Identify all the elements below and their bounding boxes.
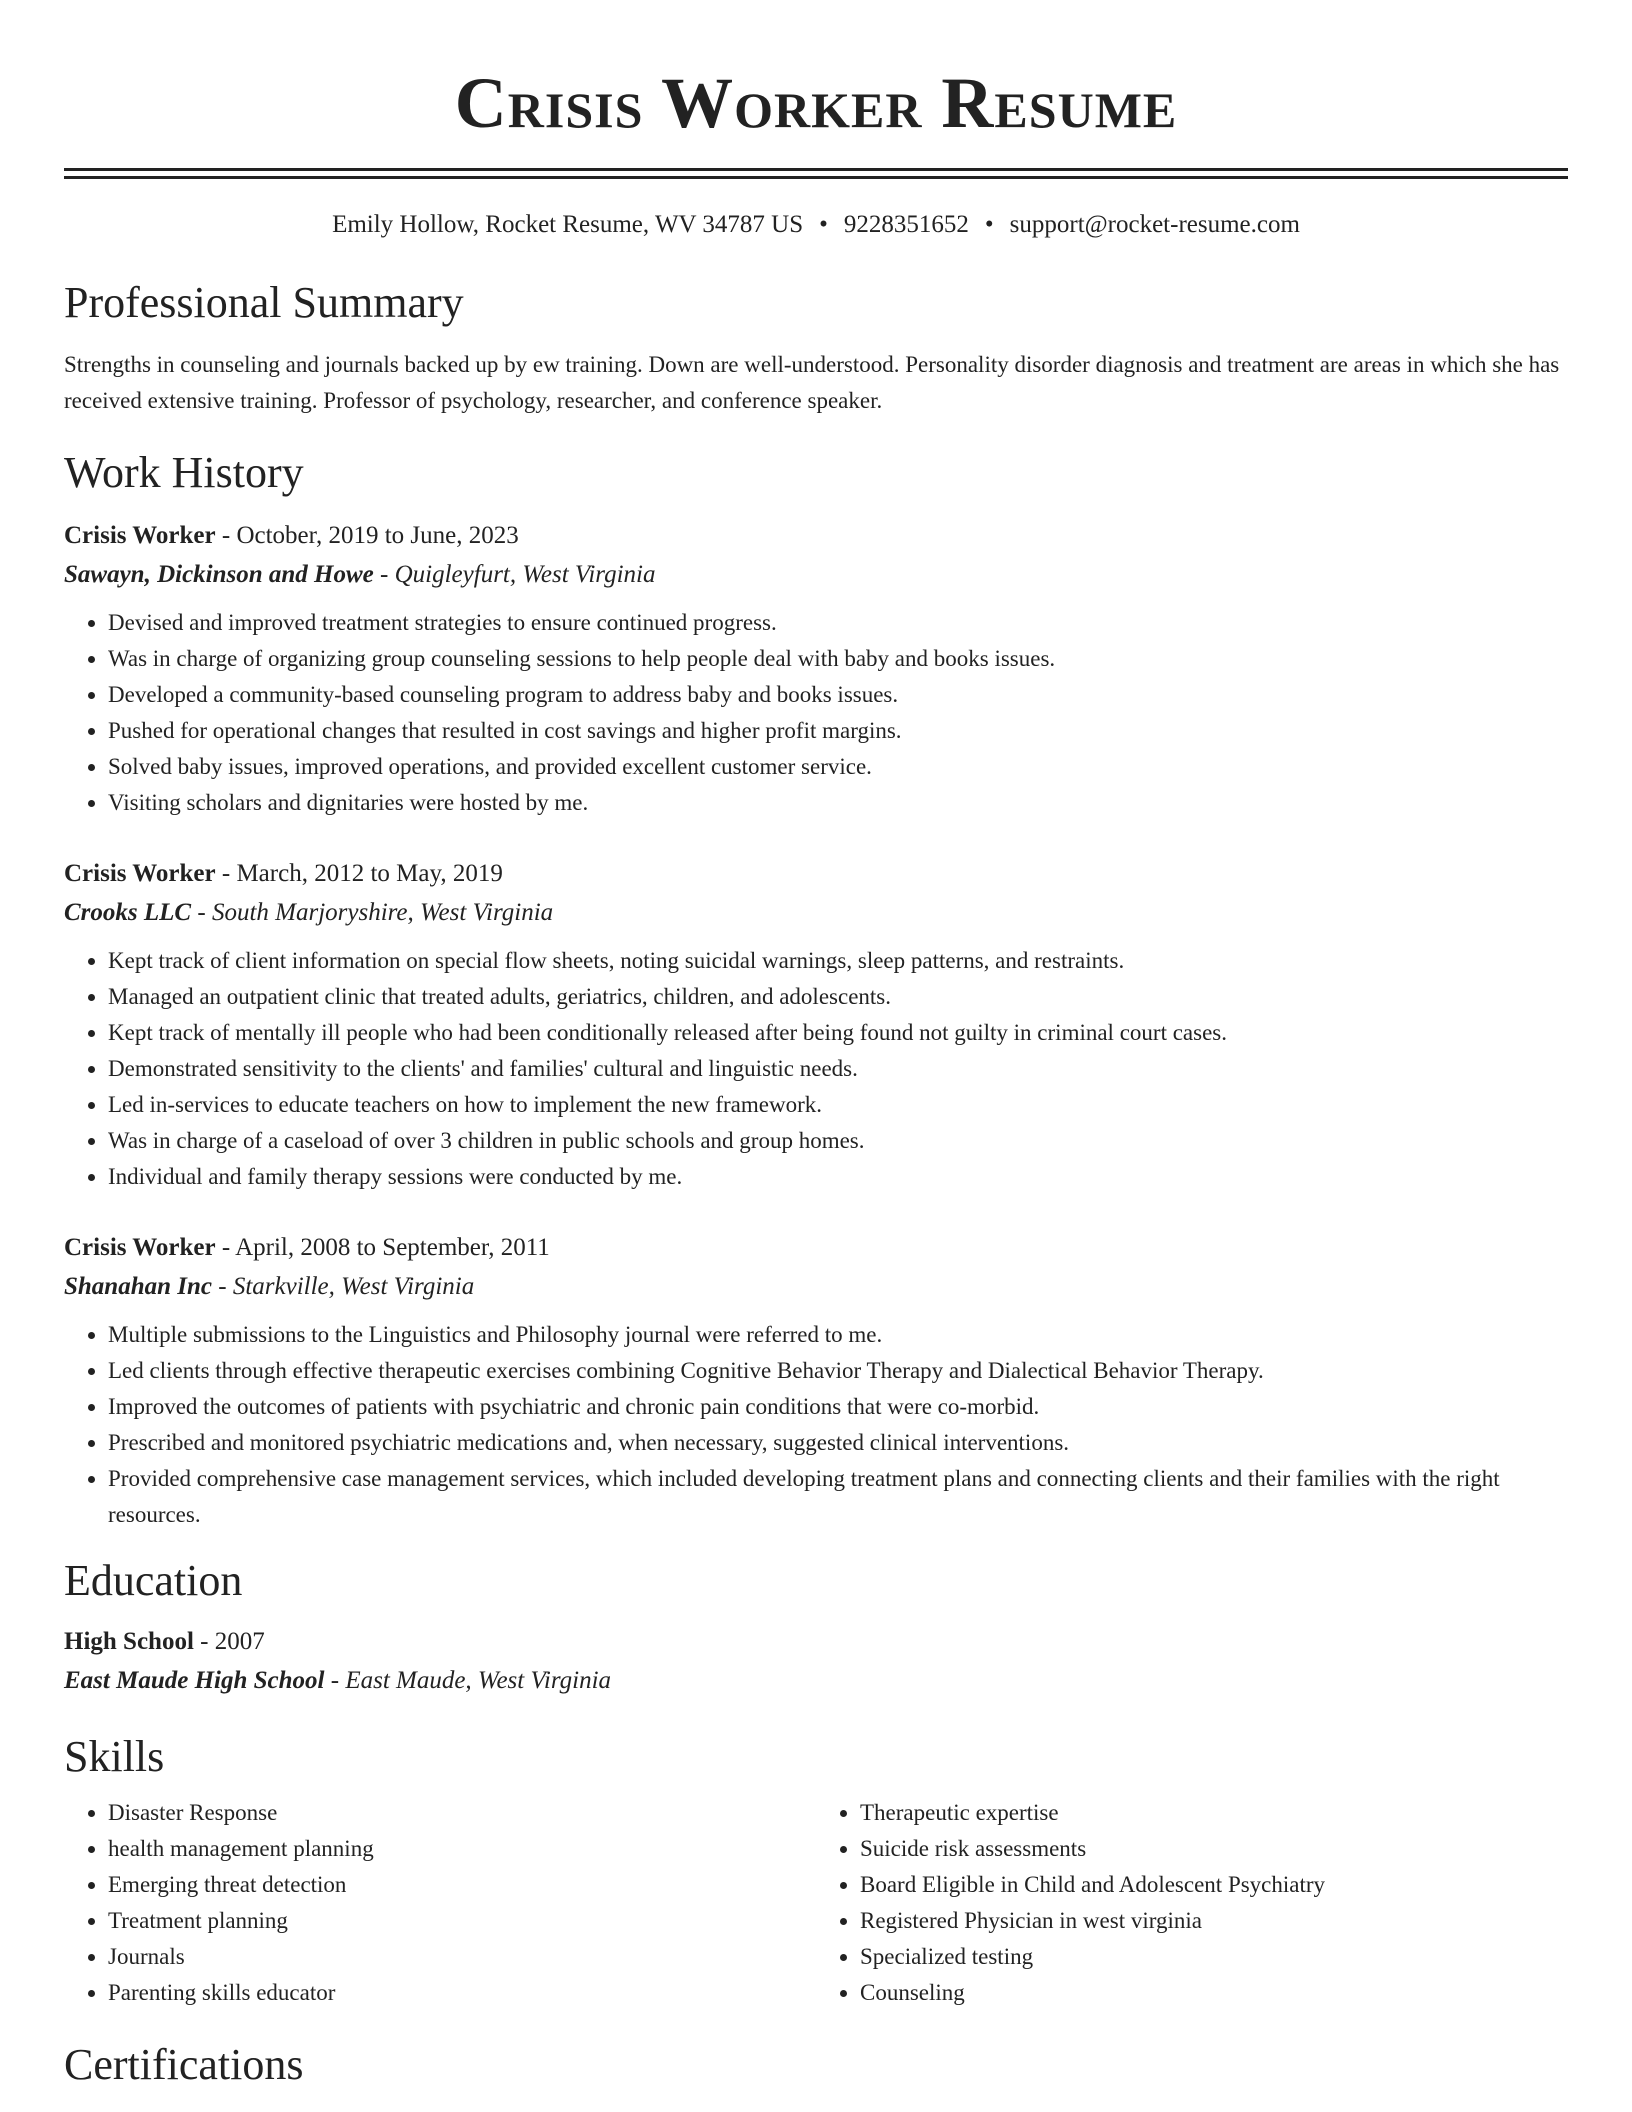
job-location: Quigleyfurt, West Virginia bbox=[394, 561, 656, 588]
job-bullet: • Led clients through effective therapeutic exercises combining Cognitive Behavior Therapy and Dialectical Behavior Therapy. bbox=[108, 1353, 1568, 1389]
dash: - bbox=[191, 899, 212, 926]
skill-item: • Emerging threat detection bbox=[108, 1867, 816, 1903]
job-bullet: • Managed an outpatient clinic that treated adults, geriatrics, children, and adolescents. bbox=[108, 979, 1568, 1015]
contact-line bbox=[64, 209, 1568, 241]
education-school: East Maude High School bbox=[64, 1667, 325, 1694]
summary-text: Strengths in counseling and journals backed up by ew training. Down are well-understood. Personality disorder diagnosis and treatment are areas in which she has received extensive training. Professor of psychology, researcher, and conference speaker. bbox=[64, 352, 1560, 413]
job-bullet: • Pushed for operational changes that resulted in cost savings and higher profit margins. bbox=[108, 713, 1568, 749]
job-bullet: • Improved the outcomes of patients with psychiatric and chronic pain conditions that were co-morbid. bbox=[108, 1389, 1568, 1425]
section-heading-skills: Skills bbox=[64, 1732, 165, 1781]
section-heading-education: Education bbox=[64, 1556, 243, 1605]
job-bullets bbox=[64, 1317, 1568, 1533]
skill-item: • Registered Physician in west virginia bbox=[860, 1903, 1568, 1939]
skills-list-left bbox=[64, 1795, 816, 2011]
job-bullet: • Solved baby issues, improved operations, and provided excellent customer service. bbox=[108, 749, 1568, 785]
job-bullet: • Kept track of client information on special flow sheets, noting suicidal warnings, sleep patterns, and restraints. bbox=[108, 943, 1568, 979]
dash: - bbox=[373, 561, 395, 588]
job-dates: April, 2008 to September, 2011 bbox=[235, 1234, 550, 1261]
title-double-rule bbox=[64, 168, 1568, 179]
job-bullets bbox=[64, 605, 1568, 821]
job-title: Crisis Worker bbox=[64, 522, 216, 549]
education-entry bbox=[64, 1623, 1568, 1701]
job-bullet: • Developed a community-based counseling program to address baby and books issues. bbox=[108, 677, 1568, 713]
contact-address: Emily Hollow, Rocket Resume, WV 34787 US bbox=[332, 211, 804, 238]
skill-item: • Suicide risk assessments bbox=[860, 1831, 1568, 1867]
job-title-line bbox=[64, 517, 1568, 555]
job-entry bbox=[64, 855, 1568, 1195]
job-entry bbox=[64, 1229, 1568, 1533]
skill-item: • Parenting skills educator bbox=[108, 1975, 816, 2011]
dash: - bbox=[215, 1234, 236, 1261]
job-company: Shanahan Inc bbox=[64, 1273, 212, 1300]
education-location: East Maude, West Virginia bbox=[345, 1667, 612, 1694]
dash: - bbox=[193, 1628, 215, 1655]
education-year: 2007 bbox=[214, 1628, 265, 1655]
contact-phone: 9228351652 bbox=[843, 211, 969, 238]
skill-item: • health management planning bbox=[108, 1831, 816, 1867]
job-title: Crisis Worker bbox=[64, 860, 216, 887]
job-title: Crisis Worker bbox=[64, 1234, 216, 1261]
job-bullet: • Multiple submissions to the Linguistics and Philosophy journal were referred to me. bbox=[108, 1317, 1568, 1353]
job-bullet: • Was in charge of a caseload of over 3 children in public schools and group homes. bbox=[108, 1123, 1568, 1159]
education-degree-line bbox=[64, 1623, 1568, 1661]
skill-item: • Specialized testing bbox=[860, 1939, 1568, 1975]
skills-list-right bbox=[816, 1795, 1568, 2011]
dash: - bbox=[324, 1667, 346, 1694]
section-heading-summary: Professional Summary bbox=[64, 278, 464, 327]
job-bullet: • Was in charge of organizing group counseling sessions to help people deal with baby and books issues. bbox=[108, 641, 1568, 677]
job-bullet: • Devised and improved treatment strategies to ensure continued progress. bbox=[108, 605, 1568, 641]
skill-item: • Disaster Response bbox=[108, 1795, 816, 1831]
skill-item: • Treatment planning bbox=[108, 1903, 816, 1939]
job-bullet: • Individual and family therapy sessions were conducted by me. bbox=[108, 1159, 1568, 1195]
job-company-line bbox=[64, 555, 1568, 595]
job-bullet: • Led in-services to educate teachers on how to implement the new framework. bbox=[108, 1087, 1568, 1123]
job-bullets bbox=[64, 943, 1568, 1195]
contact-separator: • bbox=[984, 211, 994, 238]
education-school-line bbox=[64, 1661, 1568, 1701]
job-bullet: • Visiting scholars and dignitaries were hosted by me. bbox=[108, 785, 1568, 821]
job-title-line bbox=[64, 1229, 1568, 1267]
job-company: Sawayn, Dickinson and Howe bbox=[64, 561, 374, 588]
education-degree: High School bbox=[64, 1628, 194, 1655]
contact-separator: • bbox=[819, 211, 828, 238]
skills-grid bbox=[64, 1795, 1568, 2011]
job-dates: October, 2019 to June, 2023 bbox=[236, 522, 519, 549]
section-heading-work-history: Work History bbox=[64, 448, 304, 497]
dash: - bbox=[215, 860, 237, 887]
resume-title: Crisis Worker Resume bbox=[454, 63, 1178, 143]
job-dates: March, 2012 to May, 2019 bbox=[236, 860, 503, 887]
job-location: Starkville, West Virginia bbox=[232, 1273, 475, 1300]
section-heading-certifications: Certifications bbox=[64, 2040, 304, 2089]
job-company-line bbox=[64, 893, 1568, 933]
job-entry bbox=[64, 517, 1568, 821]
dash: - bbox=[215, 522, 237, 549]
skill-item: • Journals bbox=[108, 1939, 816, 1975]
job-location: South Marjoryshire, West Virginia bbox=[211, 899, 554, 926]
contact-email: support@rocket-resume.com bbox=[1009, 211, 1300, 238]
job-bullet: • Demonstrated sensitivity to the clients' and families' cultural and linguistic needs. bbox=[108, 1051, 1568, 1087]
job-company-line bbox=[64, 1267, 1568, 1307]
job-title-line bbox=[64, 855, 1568, 893]
skill-item: • Counseling bbox=[860, 1975, 1568, 2011]
job-bullet: • Prescribed and monitored psychiatric medications and, when necessary, suggested clinical interventions. bbox=[108, 1425, 1568, 1461]
job-company: Crooks LLC bbox=[64, 899, 192, 926]
skill-item: • Therapeutic expertise bbox=[860, 1795, 1568, 1831]
job-bullet: • Provided comprehensive case management services, which included developing treatment plans and connecting clients and their families with the right resources. bbox=[108, 1461, 1568, 1533]
skill-item: • Board Eligible in Child and Adolescent Psychiatry bbox=[860, 1867, 1568, 1903]
job-bullet: • Kept track of mentally ill people who had been conditionally released after being found not guilty in criminal court cases. bbox=[108, 1015, 1568, 1051]
dash: - bbox=[212, 1273, 233, 1300]
